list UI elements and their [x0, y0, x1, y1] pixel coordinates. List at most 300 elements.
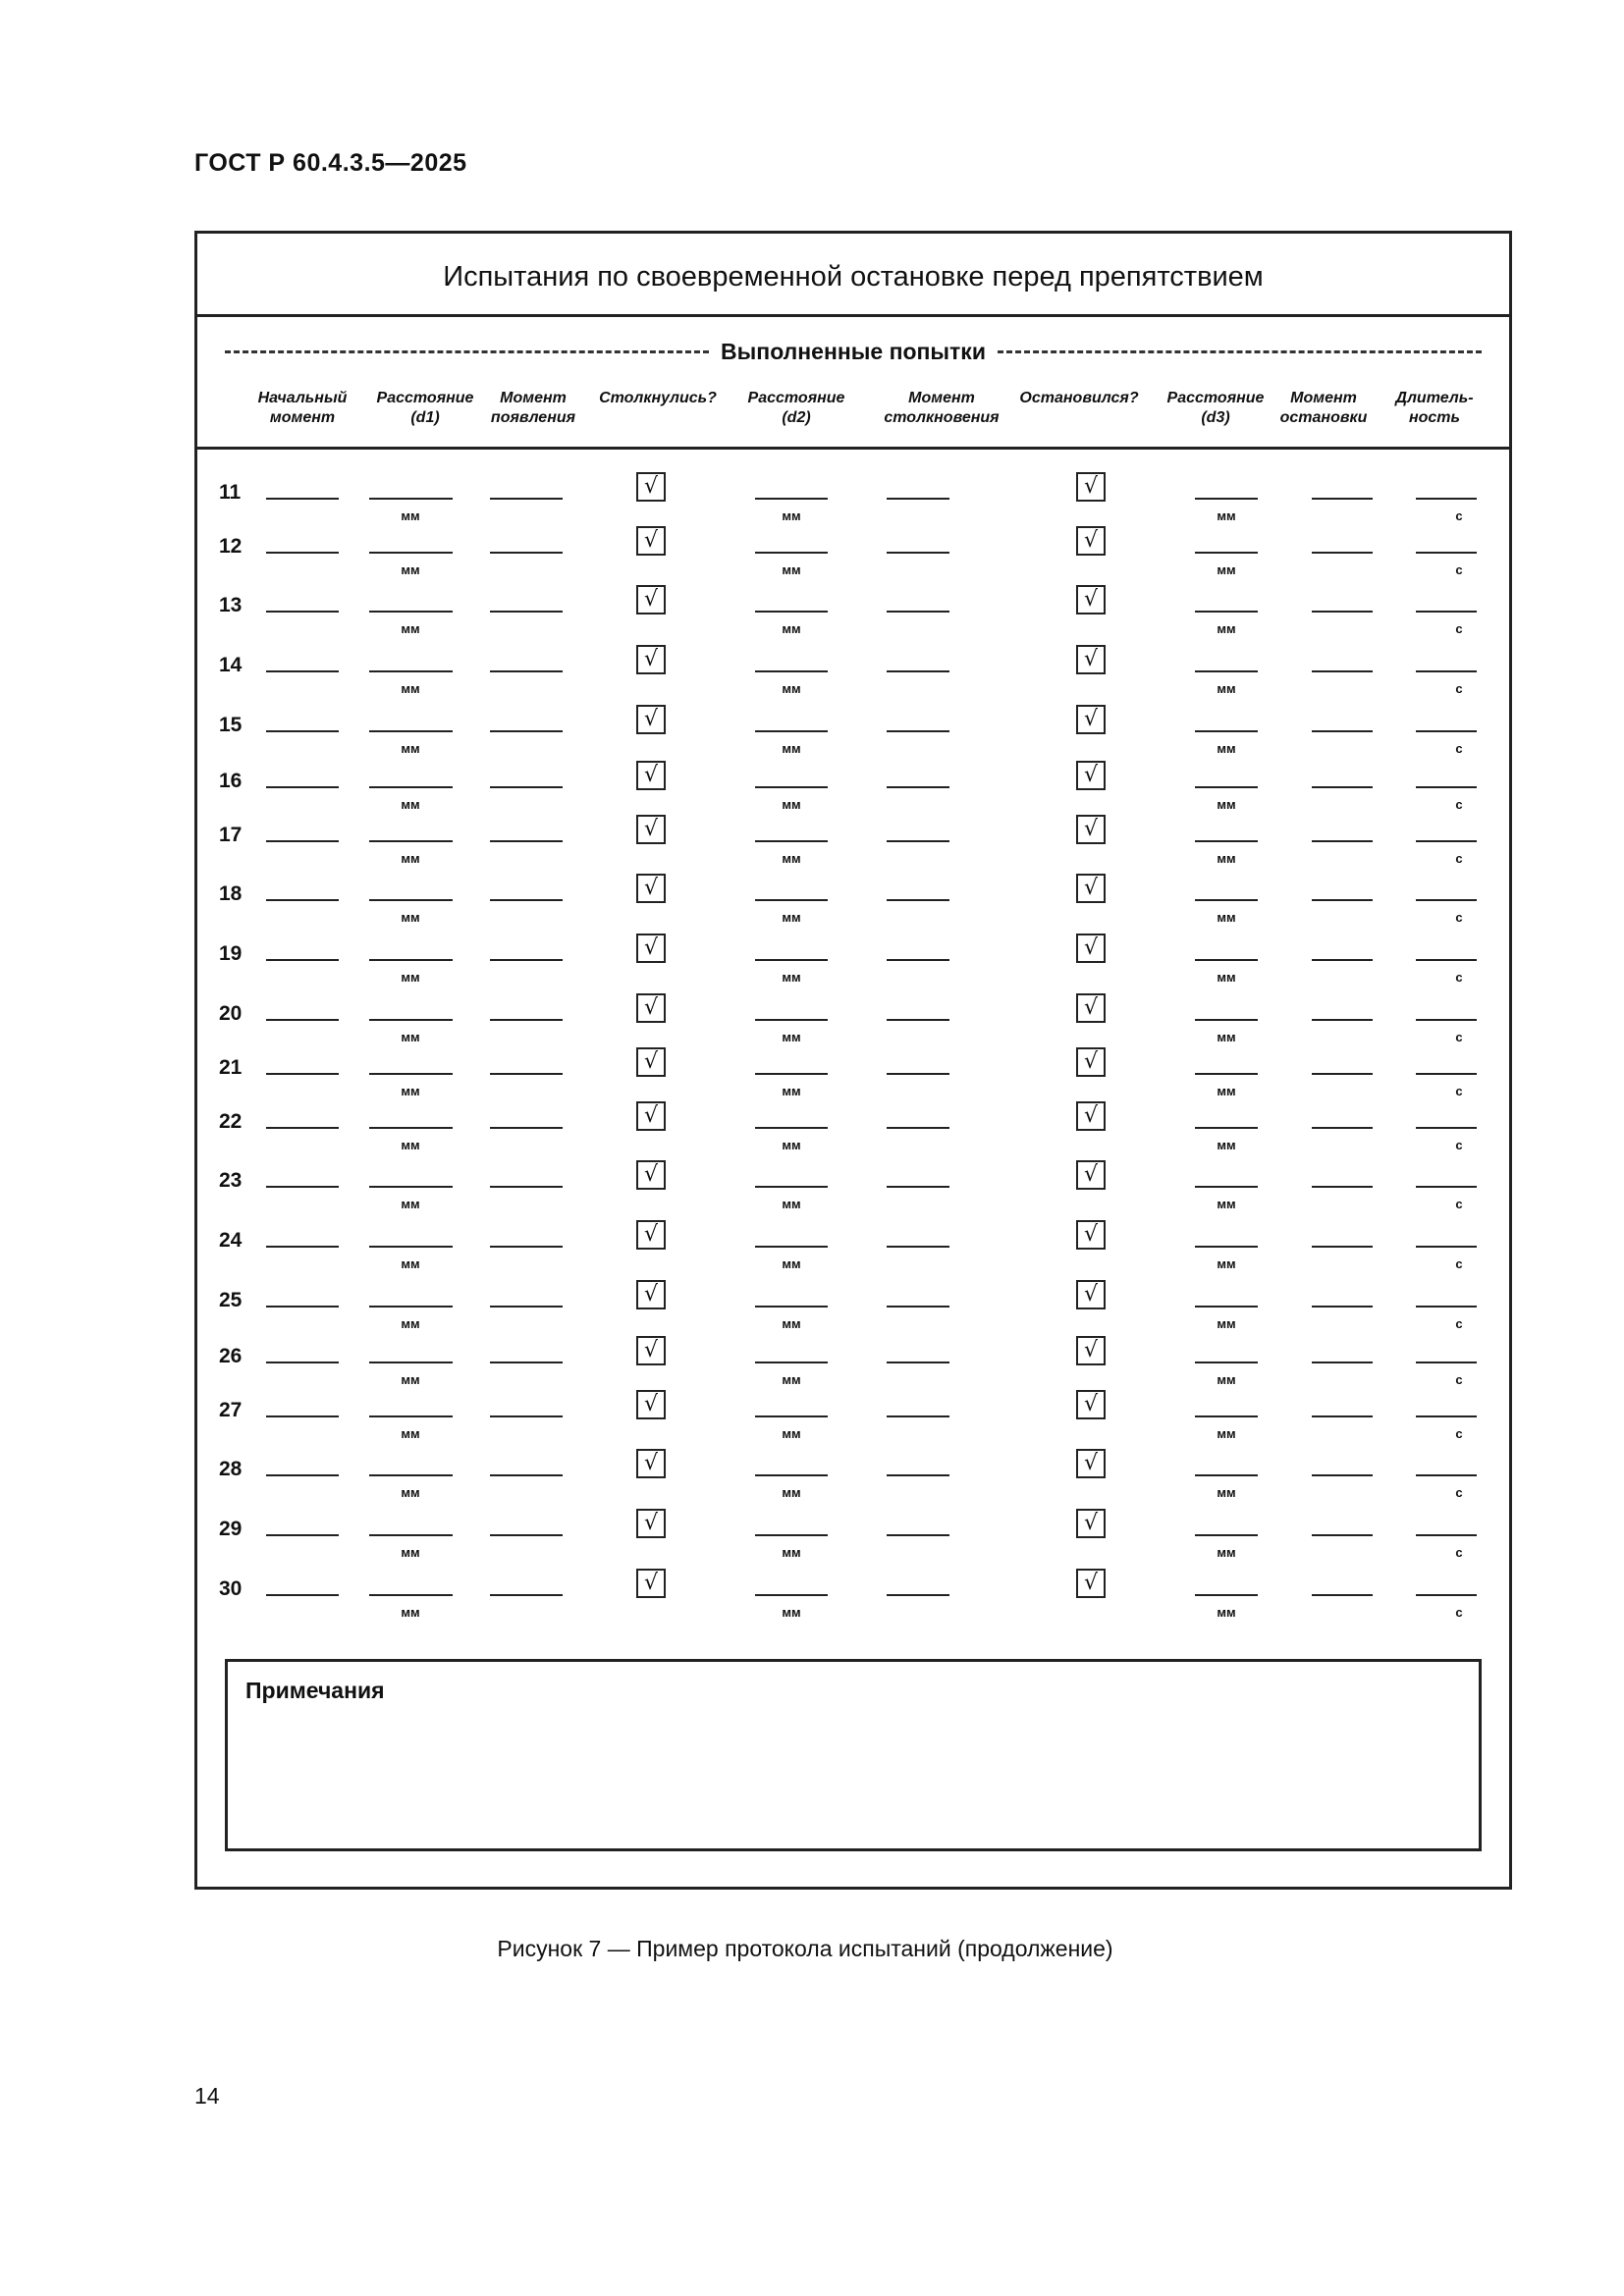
notes-box[interactable]	[225, 1659, 1482, 1851]
section-label: Выполненные попытки	[721, 338, 986, 364]
collided-checkbox[interactable]	[636, 1336, 666, 1365]
distance-d1-field[interactable]	[369, 730, 453, 732]
appearance-moment-field[interactable]	[490, 730, 563, 732]
collision-moment-field[interactable]	[887, 1306, 949, 1308]
checkbox-checked-icon: √	[643, 876, 659, 900]
appearance-moment-field[interactable]	[490, 1186, 563, 1188]
collided-checkbox[interactable]	[636, 761, 666, 790]
duration-field[interactable]	[1416, 1534, 1477, 1536]
collision-moment-field[interactable]	[887, 1186, 949, 1188]
attempt-number: 19	[219, 942, 243, 965]
start-moment-field[interactable]	[266, 611, 339, 613]
distance-d3-field[interactable]	[1195, 786, 1258, 788]
distance-d3-field[interactable]	[1195, 670, 1258, 672]
unit-mm: мм	[401, 1485, 420, 1500]
stopped-checkbox[interactable]	[1076, 1390, 1106, 1419]
unit-mm: мм	[782, 1545, 801, 1560]
distance-d3-field[interactable]	[1195, 611, 1258, 613]
unit-mm: мм	[401, 508, 420, 523]
stopped-checkbox[interactable]	[1076, 815, 1106, 844]
header-line: (d1)	[410, 409, 440, 426]
stop-moment-field[interactable]	[1312, 786, 1373, 788]
start-moment-field[interactable]	[266, 1594, 339, 1596]
distance-d3-field[interactable]	[1195, 1415, 1258, 1417]
appearance-moment-field[interactable]	[490, 670, 563, 672]
stopped-checkbox[interactable]	[1076, 1280, 1106, 1309]
stop-moment-field[interactable]	[1312, 1306, 1373, 1308]
attempt-row	[197, 817, 1509, 884]
unit-mm: мм	[782, 1084, 801, 1098]
distance-d1-field[interactable]	[369, 611, 453, 613]
appearance-moment-field[interactable]	[490, 1362, 563, 1363]
appearance-moment-field[interactable]	[490, 1073, 563, 1075]
distance-d3-field[interactable]	[1195, 959, 1258, 961]
collided-checkbox[interactable]	[636, 993, 666, 1023]
unit-mm: мм	[782, 1316, 801, 1331]
unit-mm: мм	[782, 1485, 801, 1500]
distance-d3-field[interactable]	[1195, 1306, 1258, 1308]
distance-d1-field[interactable]	[369, 1534, 453, 1536]
stopped-checkbox[interactable]	[1076, 585, 1106, 614]
unit-mm: мм	[782, 910, 801, 925]
unit-mm: мм	[1217, 797, 1236, 812]
distance-d2-field[interactable]	[755, 899, 828, 901]
stop-moment-field[interactable]	[1312, 899, 1373, 901]
unit-mm: мм	[401, 562, 420, 577]
collided-checkbox[interactable]	[636, 472, 666, 502]
attempt-number: 22	[219, 1110, 243, 1133]
stopped-checkbox[interactable]	[1076, 526, 1106, 556]
distance-d2-field[interactable]	[755, 840, 828, 842]
stop-moment-field[interactable]	[1312, 611, 1373, 613]
appearance-moment-field[interactable]	[490, 611, 563, 613]
checkbox-checked-icon: √	[643, 1338, 659, 1362]
header-line: Столкнулись?	[599, 390, 717, 406]
checkbox-checked-icon: √	[643, 707, 659, 731]
document-id: ГОСТ Р 60.4.3.5—2025	[194, 149, 467, 177]
duration-field[interactable]	[1416, 1073, 1477, 1075]
unit-mm: мм	[782, 562, 801, 577]
distance-d1-field[interactable]	[369, 959, 453, 961]
stopped-checkbox[interactable]	[1076, 934, 1106, 963]
start-moment-field[interactable]	[266, 730, 339, 732]
appearance-moment-field[interactable]	[490, 1534, 563, 1536]
attempt-number: 11	[219, 481, 242, 504]
unit-mm: мм	[401, 1030, 420, 1044]
collided-checkbox[interactable]	[636, 1569, 666, 1598]
distance-d2-field[interactable]	[755, 498, 828, 500]
appearance-moment-field[interactable]	[490, 552, 563, 554]
unit-s: с	[1455, 851, 1463, 866]
attempt-row	[197, 1511, 1509, 1578]
start-moment-field[interactable]	[266, 1186, 339, 1188]
attempt-number: 21	[219, 1056, 243, 1079]
start-moment-field[interactable]	[266, 1474, 339, 1476]
start-moment-field[interactable]	[266, 1246, 339, 1248]
start-moment-field[interactable]	[266, 1534, 339, 1536]
distance-d2-field[interactable]	[755, 1594, 828, 1596]
collision-moment-field[interactable]	[887, 959, 949, 961]
checkbox-checked-icon: √	[643, 1162, 659, 1187]
checkbox-checked-icon: √	[643, 1511, 659, 1535]
distance-d1-field[interactable]	[369, 1362, 453, 1363]
stopped-checkbox[interactable]	[1076, 645, 1106, 674]
unit-mm: мм	[1217, 1426, 1236, 1441]
appearance-moment-field[interactable]	[490, 786, 563, 788]
start-moment-field[interactable]	[266, 840, 339, 842]
unit-mm: мм	[401, 910, 420, 925]
collision-moment-field[interactable]	[887, 1019, 949, 1021]
unit-mm: мм	[782, 1605, 801, 1620]
distance-d2-field[interactable]	[755, 1073, 828, 1075]
distance-d3-field[interactable]	[1195, 840, 1258, 842]
collided-checkbox[interactable]	[636, 1390, 666, 1419]
collision-moment-field[interactable]	[887, 552, 949, 554]
distance-d3-field[interactable]	[1195, 1594, 1258, 1596]
duration-field[interactable]	[1416, 1362, 1477, 1363]
attempt-row	[197, 474, 1509, 542]
unit-mm: мм	[1217, 1605, 1236, 1620]
collision-moment-field[interactable]	[887, 899, 949, 901]
distance-d2-field[interactable]	[755, 1362, 828, 1363]
stop-moment-field[interactable]	[1312, 959, 1373, 961]
collided-checkbox[interactable]	[636, 815, 666, 844]
checkbox-checked-icon: √	[1083, 995, 1099, 1020]
unit-mm: мм	[401, 1316, 420, 1331]
appearance-moment-field[interactable]	[490, 959, 563, 961]
distance-d3-field[interactable]	[1195, 1246, 1258, 1248]
distance-d3-field[interactable]	[1195, 1474, 1258, 1476]
start-moment-field[interactable]	[266, 786, 339, 788]
attempt-row	[197, 528, 1509, 596]
stop-moment-field[interactable]	[1312, 1474, 1373, 1476]
collision-moment-field[interactable]	[887, 1415, 949, 1417]
collision-moment-field[interactable]	[887, 730, 949, 732]
distance-d3-field[interactable]	[1195, 1534, 1258, 1536]
header-line: (d2)	[782, 409, 811, 426]
unit-s: с	[1455, 562, 1463, 577]
stop-moment-field[interactable]	[1312, 1594, 1373, 1596]
duration-field[interactable]	[1416, 1186, 1477, 1188]
distance-d2-field[interactable]	[755, 1186, 828, 1188]
unit-mm: мм	[401, 621, 420, 636]
unit-mm: мм	[401, 797, 420, 812]
stop-moment-field[interactable]	[1312, 1127, 1373, 1129]
unit-mm: мм	[401, 741, 420, 756]
stopped-checkbox[interactable]	[1076, 472, 1106, 502]
unit-s: с	[1455, 741, 1463, 756]
distance-d2-field[interactable]	[755, 670, 828, 672]
unit-mm: мм	[1217, 1316, 1236, 1331]
start-moment-field[interactable]	[266, 899, 339, 901]
appearance-moment-field[interactable]	[490, 1019, 563, 1021]
distance-d2-field[interactable]	[755, 1246, 828, 1248]
unit-mm: мм	[782, 1426, 801, 1441]
collided-checkbox[interactable]	[636, 1160, 666, 1190]
duration-field[interactable]	[1416, 1127, 1477, 1129]
duration-field[interactable]	[1416, 840, 1477, 842]
distance-d3-field[interactable]	[1195, 552, 1258, 554]
checkbox-checked-icon: √	[1083, 1222, 1099, 1247]
unit-mm: мм	[401, 1084, 420, 1098]
figure-caption: Рисунок 7 — Пример протокола испытаний (продолжение)	[497, 1936, 1113, 1961]
distance-d2-field[interactable]	[755, 552, 828, 554]
appearance-moment-field[interactable]	[490, 1594, 563, 1596]
unit-mm: мм	[782, 1256, 801, 1271]
unit-mm: мм	[782, 741, 801, 756]
attempt-number: 13	[219, 594, 243, 616]
start-moment-field[interactable]	[266, 1415, 339, 1417]
stop-moment-field[interactable]	[1312, 1415, 1373, 1417]
stopped-checkbox[interactable]	[1076, 1569, 1106, 1598]
unit-mm: мм	[1217, 851, 1236, 866]
attempt-row	[197, 707, 1509, 774]
unit-mm: мм	[401, 1256, 420, 1271]
unit-s: с	[1455, 1485, 1463, 1500]
distance-d1-field[interactable]	[369, 1073, 453, 1075]
attempt-number: 28	[219, 1458, 243, 1480]
checkbox-checked-icon: √	[643, 1451, 659, 1475]
stop-moment-field[interactable]	[1312, 498, 1373, 500]
distance-d3-field[interactable]	[1195, 498, 1258, 500]
distance-d3-field[interactable]	[1195, 1019, 1258, 1021]
collided-checkbox[interactable]	[636, 585, 666, 614]
appearance-moment-field[interactable]	[490, 1127, 563, 1129]
collided-checkbox[interactable]	[636, 1220, 666, 1250]
stop-moment-field[interactable]	[1312, 1246, 1373, 1248]
distance-d3-field[interactable]	[1195, 730, 1258, 732]
checkbox-checked-icon: √	[643, 1571, 659, 1595]
stopped-checkbox[interactable]	[1076, 1509, 1106, 1538]
stop-moment-field[interactable]	[1312, 552, 1373, 554]
start-moment-field[interactable]	[266, 1073, 339, 1075]
collided-checkbox[interactable]	[636, 1101, 666, 1131]
header-line: Длитель-	[1395, 390, 1474, 406]
distance-d1-field[interactable]	[369, 1306, 453, 1308]
attempt-row	[197, 763, 1509, 830]
unit-mm: мм	[782, 621, 801, 636]
attempt-row	[197, 1392, 1509, 1460]
appearance-moment-field[interactable]	[490, 498, 563, 500]
duration-field[interactable]	[1416, 899, 1477, 901]
collision-moment-field[interactable]	[887, 611, 949, 613]
stopped-checkbox[interactable]	[1076, 1220, 1106, 1250]
collision-moment-field[interactable]	[887, 840, 949, 842]
distance-d1-field[interactable]	[369, 670, 453, 672]
checkbox-checked-icon: √	[643, 587, 659, 612]
distance-d2-field[interactable]	[755, 959, 828, 961]
unit-mm: мм	[1217, 910, 1236, 925]
stopped-checkbox[interactable]	[1076, 1101, 1106, 1131]
stopped-checkbox[interactable]	[1076, 705, 1106, 734]
distance-d1-field[interactable]	[369, 552, 453, 554]
start-moment-field[interactable]	[266, 670, 339, 672]
start-moment-field[interactable]	[266, 1127, 339, 1129]
distance-d2-field[interactable]	[755, 1474, 828, 1476]
attempt-row	[197, 1222, 1509, 1290]
stopped-checkbox[interactable]	[1076, 761, 1106, 790]
collision-moment-field[interactable]	[887, 786, 949, 788]
collision-moment-field[interactable]	[887, 498, 949, 500]
attempt-row	[197, 1338, 1509, 1406]
start-moment-field[interactable]	[266, 1362, 339, 1363]
collided-checkbox[interactable]	[636, 934, 666, 963]
unit-s: с	[1455, 1426, 1463, 1441]
distance-d2-field[interactable]	[755, 1127, 828, 1129]
distance-d1-field[interactable]	[369, 1415, 453, 1417]
header-line: Расстояние	[376, 390, 474, 406]
checkbox-checked-icon: √	[643, 995, 659, 1020]
distance-d3-field[interactable]	[1195, 899, 1258, 901]
distance-d3-field[interactable]	[1195, 1127, 1258, 1129]
distance-d1-field[interactable]	[369, 1246, 453, 1248]
stop-moment-field[interactable]	[1312, 840, 1373, 842]
stop-moment-field[interactable]	[1312, 730, 1373, 732]
duration-field[interactable]	[1416, 611, 1477, 613]
stop-moment-field[interactable]	[1312, 1019, 1373, 1021]
stopped-checkbox[interactable]	[1076, 1449, 1106, 1478]
collision-moment-field[interactable]	[887, 1474, 949, 1476]
distance-d1-field[interactable]	[369, 1019, 453, 1021]
distance-d1-field[interactable]	[369, 498, 453, 500]
distance-d2-field[interactable]	[755, 1019, 828, 1021]
unit-mm: мм	[782, 508, 801, 523]
header-line: (d3)	[1201, 409, 1230, 426]
collided-checkbox[interactable]	[636, 526, 666, 556]
attempt-number: 26	[219, 1345, 243, 1367]
unit-mm: мм	[1217, 970, 1236, 985]
duration-field[interactable]	[1416, 786, 1477, 788]
stopped-checkbox[interactable]	[1076, 1160, 1106, 1190]
unit-mm: мм	[401, 1545, 420, 1560]
attempt-number: 24	[219, 1229, 243, 1252]
duration-field[interactable]	[1416, 1415, 1477, 1417]
stop-moment-field[interactable]	[1312, 1073, 1373, 1075]
appearance-moment-field[interactable]	[490, 899, 563, 901]
duration-field[interactable]	[1416, 1246, 1477, 1248]
checkbox-checked-icon: √	[643, 474, 659, 499]
header-line: Момент	[1290, 390, 1357, 406]
duration-field[interactable]	[1416, 1594, 1477, 1596]
checkbox-checked-icon: √	[1083, 647, 1099, 671]
attempt-row	[197, 995, 1509, 1063]
collided-checkbox[interactable]	[636, 1449, 666, 1478]
checkbox-checked-icon: √	[1083, 935, 1099, 960]
stopped-checkbox[interactable]	[1076, 874, 1106, 903]
duration-field[interactable]	[1416, 1019, 1477, 1021]
attempt-number: 15	[219, 714, 243, 736]
distance-d2-field[interactable]	[755, 1534, 828, 1536]
duration-field[interactable]	[1416, 552, 1477, 554]
duration-field[interactable]	[1416, 670, 1477, 672]
collided-checkbox[interactable]	[636, 1280, 666, 1309]
notes-label: Примечания	[245, 1678, 385, 1703]
unit-mm: мм	[782, 851, 801, 866]
start-moment-field[interactable]	[266, 1306, 339, 1308]
duration-field[interactable]	[1416, 1474, 1477, 1476]
checkbox-checked-icon: √	[1083, 1571, 1099, 1595]
distance-d1-field[interactable]	[369, 1186, 453, 1188]
checkbox-checked-icon: √	[643, 1282, 659, 1307]
collided-checkbox[interactable]	[636, 1509, 666, 1538]
distance-d1-field[interactable]	[369, 840, 453, 842]
collision-moment-field[interactable]	[887, 1127, 949, 1129]
unit-mm: мм	[782, 1197, 801, 1211]
appearance-moment-field[interactable]	[490, 1415, 563, 1417]
unit-mm: мм	[401, 970, 420, 985]
unit-mm: мм	[782, 1372, 801, 1387]
attempt-number: 30	[219, 1577, 243, 1600]
attempt-number: 20	[219, 1002, 243, 1025]
stop-moment-field[interactable]	[1312, 1186, 1373, 1188]
start-moment-field[interactable]	[266, 498, 339, 500]
checkbox-checked-icon: √	[1083, 876, 1099, 900]
stopped-checkbox[interactable]	[1076, 1336, 1106, 1365]
distance-d3-field[interactable]	[1195, 1186, 1258, 1188]
unit-mm: мм	[782, 797, 801, 812]
appearance-moment-field[interactable]	[490, 840, 563, 842]
collided-checkbox[interactable]	[636, 874, 666, 903]
collision-moment-field[interactable]	[887, 1362, 949, 1363]
stopped-checkbox[interactable]	[1076, 993, 1106, 1023]
collision-moment-field[interactable]	[887, 1246, 949, 1248]
distance-d1-field[interactable]	[369, 1474, 453, 1476]
distance-d3-field[interactable]	[1195, 1073, 1258, 1075]
collision-moment-field[interactable]	[887, 1594, 949, 1596]
duration-field[interactable]	[1416, 959, 1477, 961]
duration-field[interactable]	[1416, 730, 1477, 732]
distance-d2-field[interactable]	[755, 611, 828, 613]
checkbox-checked-icon: √	[1083, 1049, 1099, 1074]
distance-d2-field[interactable]	[755, 1306, 828, 1308]
collision-moment-field[interactable]	[887, 670, 949, 672]
attempt-number: 18	[219, 882, 243, 905]
duration-field[interactable]	[1416, 1306, 1477, 1308]
distance-d2-field[interactable]	[755, 1415, 828, 1417]
duration-field[interactable]	[1416, 498, 1477, 500]
checkbox-checked-icon: √	[1083, 817, 1099, 841]
unit-mm: мм	[782, 681, 801, 696]
distance-d1-field[interactable]	[369, 786, 453, 788]
start-moment-field[interactable]	[266, 959, 339, 961]
header-line: остановки	[1279, 409, 1368, 426]
distance-d1-field[interactable]	[369, 1594, 453, 1596]
checkbox-checked-icon: √	[643, 1103, 659, 1128]
distance-d1-field[interactable]	[369, 899, 453, 901]
unit-s: с	[1455, 1605, 1463, 1620]
stop-moment-field[interactable]	[1312, 1534, 1373, 1536]
collided-checkbox[interactable]	[636, 645, 666, 674]
start-moment-field[interactable]	[266, 1019, 339, 1021]
stop-moment-field[interactable]	[1312, 1362, 1373, 1363]
appearance-moment-field[interactable]	[490, 1246, 563, 1248]
appearance-moment-field[interactable]	[490, 1306, 563, 1308]
appearance-moment-field[interactable]	[490, 1474, 563, 1476]
distance-d1-field[interactable]	[369, 1127, 453, 1129]
distance-d2-field[interactable]	[755, 730, 828, 732]
collided-checkbox[interactable]	[636, 705, 666, 734]
stopped-checkbox[interactable]	[1076, 1047, 1106, 1077]
header-line: Остановился?	[1019, 390, 1139, 406]
start-moment-field[interactable]	[266, 552, 339, 554]
stop-moment-field[interactable]	[1312, 670, 1373, 672]
collided-checkbox[interactable]	[636, 1047, 666, 1077]
collision-moment-field[interactable]	[887, 1073, 949, 1075]
checkbox-checked-icon: √	[1083, 1162, 1099, 1187]
distance-d2-field[interactable]	[755, 786, 828, 788]
collision-moment-field[interactable]	[887, 1534, 949, 1536]
distance-d3-field[interactable]	[1195, 1362, 1258, 1363]
